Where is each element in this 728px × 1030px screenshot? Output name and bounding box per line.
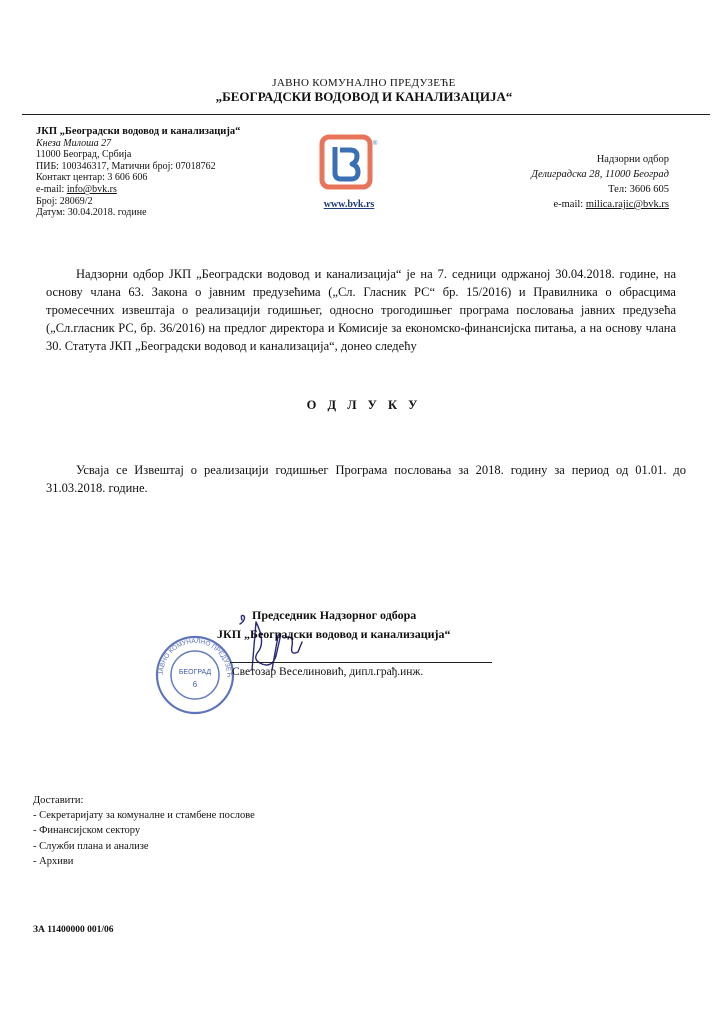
document-number: Број: 28069/2 (36, 195, 93, 207)
sender-block (36, 126, 240, 219)
sender-street: Кнеза Милоша 27 (36, 137, 112, 149)
decision-paragraph: Усваја се Извештај о реализацији годишњег Програма пословања за 2018. годину за период од 01.01. до 31.03.2018. године. (46, 463, 686, 495)
sender-city: 11000 Београд, Србија (36, 149, 132, 161)
signature-organization: ЈКП „Београдски водовод и канализација“ (217, 627, 451, 641)
sender-contact: Контакт центар: 3 606 606 (36, 172, 148, 184)
stamp-text: ЈАВНО КОМУНАЛНО ПРЕДУЗЕЋ (157, 637, 233, 678)
svg-text:®: ® (373, 141, 378, 147)
recipient-body: Надзорни одбор (596, 154, 669, 165)
signature-line (230, 662, 492, 663)
signature-title: Председник Надзорног одбора (252, 608, 417, 622)
distribution-item: - Финансијском сектору (33, 825, 141, 837)
company-name-heading: „БЕОГРАДСКИ ВОДОВОД И КАНАЛИЗАЦИЈА“ (215, 89, 513, 104)
document-date: Датум: 30.04.2018. године (36, 207, 147, 219)
header-divider (22, 114, 710, 115)
bvk-logo-icon (318, 133, 380, 195)
distribution-item: - Архиви (33, 855, 74, 867)
recipient-email-link[interactable]: milica.rajic@bvk.rs (585, 199, 669, 210)
company-type-heading: ЈАВНО КОМУНАЛНО ПРЕДУЗЕЋЕ (272, 77, 456, 89)
recipient-phone: Тел: 3606 605 (608, 184, 669, 195)
official-stamp (150, 632, 240, 718)
sender-email-row (36, 184, 240, 196)
signatory-name: Светозар Веселиновић, дипл.грађ.инж. (232, 666, 424, 678)
sender-email-link[interactable]: info@bvk.rs (66, 183, 117, 195)
sender-email-label: e-mail: (36, 183, 65, 195)
sender-ids: ПИБ: 100346317, Матични број: 07018762 (36, 160, 216, 172)
recipient-address: Делиградска 28, 11000 Београд (531, 169, 669, 180)
distribution-item: - Служби плана и анализе (33, 840, 149, 852)
distribution-label: Доставити: (33, 795, 84, 806)
stamp-number: 6 (192, 680, 198, 689)
footer-code: ЗА 11400000 001/06 (33, 925, 114, 935)
intro-paragraph: Надзорни одбор ЈКП „Београдски водовод и канализација“ је на 7. седници одржаној 30.04.2018. године, на основу члана 63. Закона о јавним предузећима („Сл. Гласник РС“ бр. 15/2016) и Правилника о обрасцима тромесечних извештаја о реализацији годишњег, односно трогодишњег програма пословања јавних предузећа („Сл.гласник РС, бр. 36/2016) на предлог директора и Комисије за економско-финансијска питања, а на основу члана 30. Статута ЈКП „Београдски водовод и канализација“, донео следећу (46, 267, 676, 353)
recipient-email-label: e-mail: (553, 199, 584, 210)
distribution-list (33, 793, 255, 869)
recipient-email-row (531, 197, 669, 212)
distribution-item: - Секретаријату за комуналне и стамбене послове (33, 810, 255, 822)
sender-name: ЈКП „Београдски водовод и канализација“ (36, 126, 241, 137)
stamp-center: БЕОГРАД (178, 669, 212, 676)
decision-heading: О Д Л У К У (306, 398, 422, 412)
recipient-block (531, 152, 669, 212)
website-link[interactable]: www.bvk.rs (323, 199, 375, 210)
